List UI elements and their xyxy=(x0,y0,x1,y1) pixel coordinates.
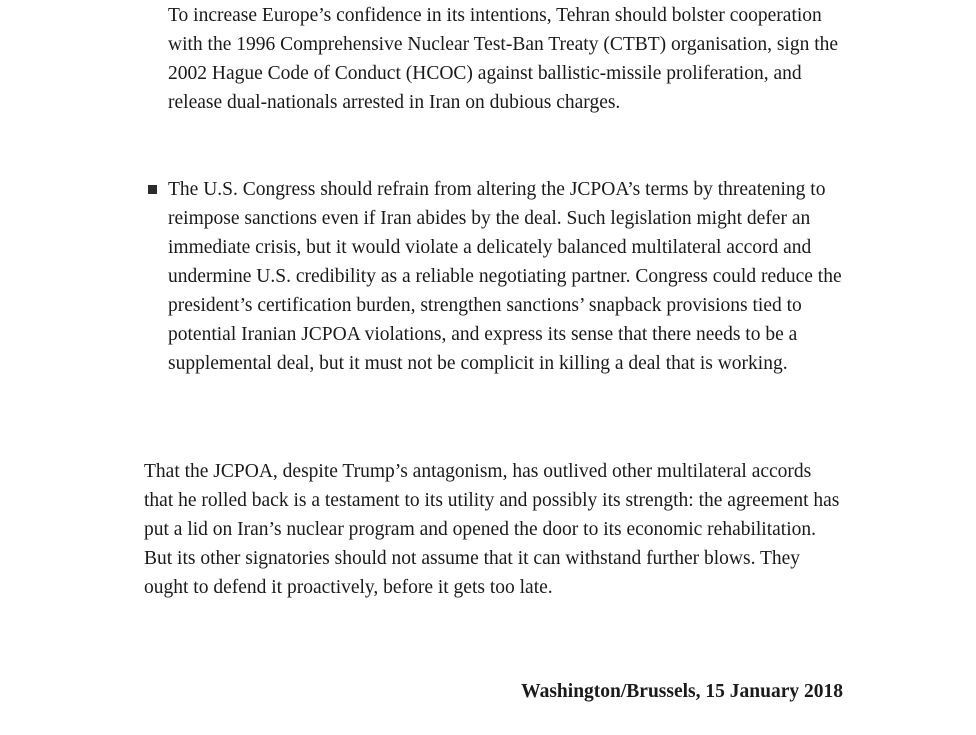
recommendation-bullet-text: The U.S. Congress should refrain from altering the JCPOA’s terms by threatening to reimpose sanctions even if Iran abides by the deal. Such legislation might defer an immediate crisis, but it would violate a delicately balanced multilateral accord and undermine U.S. credibility as a reliable negotiating partner. Congress could reduce the president’s certification burden, strengthen sanctions’ snapback provisions tied to potential Iranian JCPOA violations, and express its sense that there needs to be a supplemental deal, but it must not be complicit in killing a deal that is working. xyxy=(168,179,842,374)
recommendation-bullet-item xyxy=(145,175,858,378)
recommendation-continued-text: To increase Europe’s confidence in its intentions, Tehran should bolster cooperation with the 1996 Comprehensive Nuclear Test-Ban Treaty (CTBT) organisation, sign the 2002 Hague Code of Conduct (HCOC) against ballistic-missile proliferation, and release dual-nationals arrested in Iran on dubious charges. xyxy=(168,5,839,113)
place-date-signoff: Washington/Brussels, 15 January 2018 xyxy=(521,681,843,702)
closing-paragraph: That the JCPOA, despite Trump’s antagonism, has outlived other multilateral accords that he rolled back is a testament to its utility and possibly its strength: the agreement has put a lid on Iran’s nuclear program and opened the door to its economic rehabilitation. But its other signatories should not assume that it can withstand further blows. They ought to defend it proactively, before it gets too late. xyxy=(144,461,840,598)
square-bullet-icon xyxy=(148,185,157,194)
